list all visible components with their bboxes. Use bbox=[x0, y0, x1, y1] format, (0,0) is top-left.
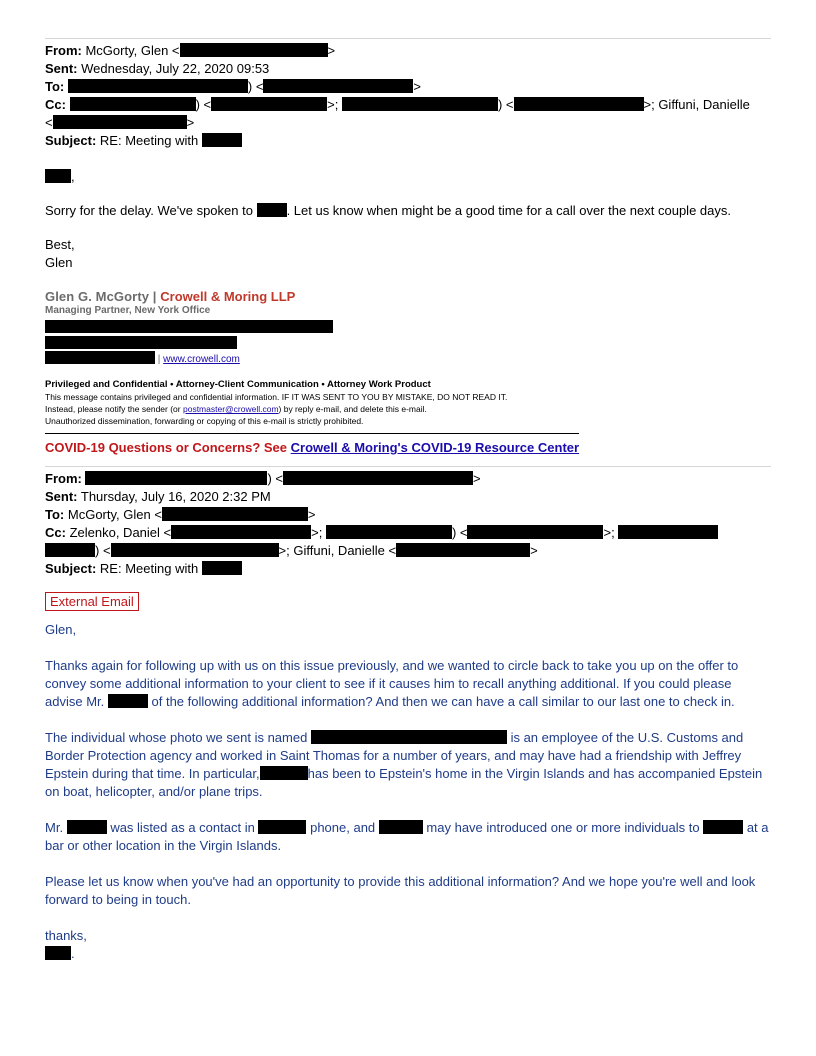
redaction bbox=[68, 79, 248, 93]
redaction bbox=[70, 97, 196, 111]
redaction bbox=[618, 525, 718, 539]
email2-from: From: ) < > bbox=[45, 471, 481, 486]
email2-closing: thanks, bbox=[45, 928, 87, 943]
email1-greeting: , bbox=[45, 168, 771, 186]
redaction bbox=[326, 525, 452, 539]
redaction bbox=[396, 543, 530, 557]
email2-sent: Sent: Thursday, July 16, 2020 2:32 PM bbox=[45, 489, 271, 504]
redaction bbox=[180, 43, 328, 57]
redaction bbox=[45, 351, 155, 364]
email2-paragraph-2: The individual whose photo we sent is named is an employee of the U.S. Customs and Border Protection agency and worked in Saint Thomas for a number of years, and may have had a friendship with Jeffrey Epstein during that time. In particular, has been to Epstein's home in the Virgin Islands and has accompanied Epstein on boat, helicopter, and/or plane trips. bbox=[45, 730, 763, 799]
redaction bbox=[202, 561, 242, 575]
email2-cc: Cc: Zelenko, Daniel < >; ) < >; bbox=[45, 524, 771, 542]
redaction bbox=[257, 203, 287, 217]
redaction bbox=[467, 525, 603, 539]
top-divider bbox=[45, 38, 771, 39]
confidentiality-notice: Privileged and Confidential • Attorney-Client Communication • Attorney Work Product This message contains privileged and confidential information. IF IT WAS SENT TO YOU BY MISTAKE, DO NOT READ IT. Instead, please notify the sender (or postmaster@crowell.com) by reply e-mail, and delete this e-mail. Unauthorized dissemination, forwarding or copying of this e-mail is strictly prohibited. bbox=[45, 379, 508, 426]
email2-to: To: McGorty, Glen < > bbox=[45, 507, 316, 522]
sig-firm: Crowell & Moring LLP bbox=[160, 289, 296, 304]
signature-divider bbox=[45, 433, 579, 434]
email-document bbox=[45, 38, 771, 963]
covid-notice: COVID-19 Questions or Concerns? See Crowell & Moring's COVID-19 Resource Center bbox=[45, 440, 580, 455]
redaction bbox=[211, 97, 327, 111]
redaction bbox=[45, 543, 95, 557]
redaction bbox=[45, 946, 71, 960]
redaction bbox=[260, 766, 308, 780]
email1-sent: Sent: Wednesday, July 22, 2020 09:53 bbox=[45, 61, 270, 76]
redaction bbox=[258, 820, 306, 834]
email1-body: Sorry for the delay. We've spoken to . Let us know when might be a good time for a call over the next couple days. bbox=[45, 203, 731, 218]
redaction bbox=[85, 471, 267, 485]
email2-greeting: Glen, bbox=[45, 622, 77, 637]
email1-closing: Best, bbox=[45, 237, 75, 252]
email1-signoff: Glen bbox=[45, 255, 73, 270]
redaction bbox=[45, 320, 333, 333]
redaction bbox=[283, 471, 473, 485]
email2-subject: Subject: RE: Meeting with bbox=[45, 560, 771, 578]
email2-divider bbox=[45, 466, 771, 467]
email1-header: From: McGorty, Glen < > Sent: Wednesday, July 22, 2020 09:53 To: ) < > Cc: ) < >; ) < >; Giffuni, Danielle < > Subject: RE: Meeting with bbox=[45, 42, 771, 150]
email2-signoff: . bbox=[45, 945, 771, 963]
redaction bbox=[67, 820, 107, 834]
redaction bbox=[514, 97, 644, 111]
redaction bbox=[703, 820, 743, 834]
email1-subject: Subject: RE: Meeting with bbox=[45, 132, 771, 150]
redaction bbox=[263, 79, 413, 93]
email1-to: To: ) < > bbox=[45, 79, 422, 94]
covid-resource-link[interactable]: Crowell & Moring's COVID-19 Resource Center bbox=[290, 440, 580, 455]
email2-paragraph-1: Thanks again for following up with us on this issue previously, and we wanted to circle back to take you up on the offer to convey some additional information to your client to see if it causes him to recall anything additional. If you could please advise Mr. of the following additional information? And then we can have a call similar to our last one to check in. bbox=[45, 658, 739, 709]
signature-block: Glen G. McGorty | Crowell & Moring LLP Managing Partner, New York Office | www.crowell.com bbox=[45, 288, 771, 366]
sig-title: Managing Partner, New York Office bbox=[45, 305, 211, 316]
website-link[interactable]: www.crowell.com bbox=[163, 354, 240, 365]
redaction bbox=[379, 820, 423, 834]
email1-from: From: McGorty, Glen < > bbox=[45, 43, 336, 58]
redaction bbox=[162, 507, 308, 521]
email1-cc: Cc: ) < >; ) < >; Giffuni, Danielle bbox=[45, 97, 750, 112]
postmaster-email-link[interactable]: postmaster@crowell.com bbox=[182, 404, 279, 414]
redaction bbox=[342, 97, 498, 111]
redaction bbox=[202, 133, 242, 147]
redaction bbox=[171, 525, 311, 539]
redaction bbox=[45, 169, 71, 183]
redaction bbox=[53, 115, 187, 129]
sig-name: Glen G. McGorty bbox=[45, 289, 150, 304]
email2-header: From: ) < > Sent: Thursday, July 16, 2020 2:32 PM To: McGorty, Glen < > Cc: Zelenko, Daniel < >; ) < >; ) < >; Giffuni, Danielle < > Subject: RE: Meeting with bbox=[45, 470, 771, 578]
email2-paragraph-3: Mr. was listed as a contact in phone, and may have introduced one or more individuals to at a bar or other location in the Virgin Islands. bbox=[45, 820, 769, 853]
redaction bbox=[311, 730, 507, 744]
redaction bbox=[111, 543, 279, 557]
redaction bbox=[108, 694, 148, 708]
redaction bbox=[45, 336, 237, 349]
email2-paragraph-4: Please let us know when you've had an opportunity to provide this additional information? And we hope you're well and look forward to being in touch. bbox=[45, 874, 756, 907]
external-email-badge: External Email bbox=[45, 592, 139, 611]
